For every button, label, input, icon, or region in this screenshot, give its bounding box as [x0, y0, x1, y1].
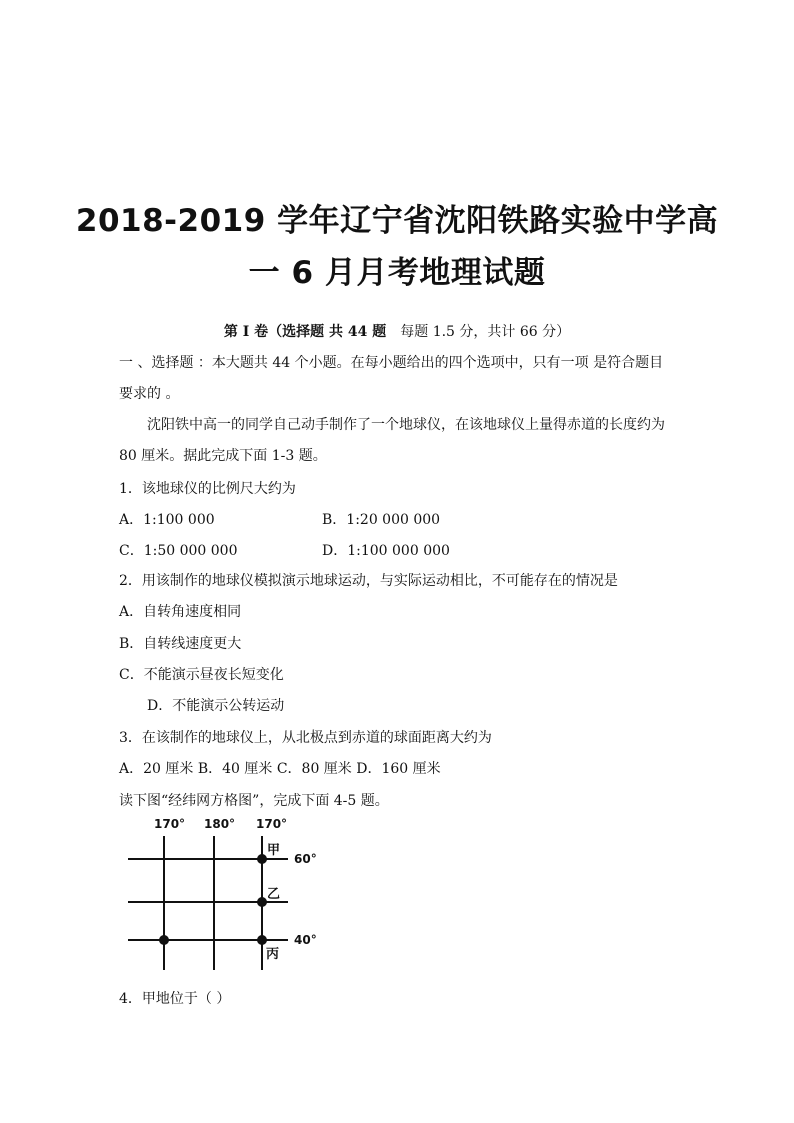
question-4-stem: 4．甲地位于（ ）	[119, 991, 231, 1007]
question-2-option-a: A．自转角速度相同	[119, 604, 242, 620]
passage-1-line-1: 沈阳铁中高一的同学自己动手制作了一个地球仪，在该地球仪上量得赤道的长度约为	[147, 417, 665, 433]
question-2-option-d: D．不能演示公转运动	[147, 698, 285, 714]
question-2-option-b: B．自转线速度更大	[119, 636, 242, 652]
graticule-grid-figure	[118, 808, 328, 978]
point-unlabeled-dot	[159, 935, 169, 945]
passage-2-intro: 读下图“经纬网方格图”，完成下面 4-5 题。	[119, 793, 389, 809]
question-3-stem: 3．在该制作的地球仪上，从北极点到赤道的球面距离大约为	[119, 730, 492, 746]
latitude-label-bottom: 40°	[294, 933, 317, 947]
point-label-yi: 乙	[267, 887, 281, 902]
point-yi-dot	[257, 897, 267, 907]
point-label-bing: 丙	[266, 947, 280, 962]
question-2-stem: 2．用该制作的地球仪模拟演示地球运动，与实际运动相比，不可能存在的情况是	[119, 573, 618, 589]
question-3-options: A．20 厘米 B．40 厘米 C．80 厘米 D．160 厘米	[119, 761, 441, 777]
point-bing-dot	[257, 935, 267, 945]
instructions-line-2: 要求的 。	[119, 386, 180, 402]
question-1-option-a: A．1:100 000	[119, 512, 215, 528]
passage-1-line-2: 80 厘米。据此完成下面 1-3 题。	[119, 448, 327, 464]
question-1-option-c: C．1:50 000 000	[119, 543, 238, 559]
question-1-option-d: D．1:100 000 000	[322, 543, 450, 559]
question-1-option-b: B．1:20 000 000	[322, 512, 441, 528]
longitude-label-right: 170°	[256, 817, 288, 831]
document-title-line-1: 2018-2019 学年辽宁省沈阳铁路实验中学高	[75, 203, 719, 239]
question-1-stem: 1．该地球仪的比例尺大约为	[119, 481, 296, 497]
section-heading-bold: 第 I 卷（选择题 共 44 题	[223, 324, 387, 340]
longitude-label-middle: 180°	[204, 817, 236, 831]
point-jia-dot	[257, 854, 267, 864]
latitude-label-top: 60°	[294, 852, 317, 866]
question-2-option-c: C．不能演示昼夜长短变化	[119, 667, 284, 683]
document-title-line-2: 一 6 月月考地理试题	[248, 255, 546, 291]
section-heading	[0, 321, 794, 341]
section-heading-scoring: 每题 1.5 分，共计 66 分）	[400, 324, 571, 340]
longitude-label-left: 170°	[154, 817, 186, 831]
point-label-jia: 甲	[267, 843, 281, 858]
instructions-line-1: 一 、选择题 ：本大题共 44 个小题。在每小题给出的四个选项中，只有一项 是符合题目	[119, 355, 664, 371]
